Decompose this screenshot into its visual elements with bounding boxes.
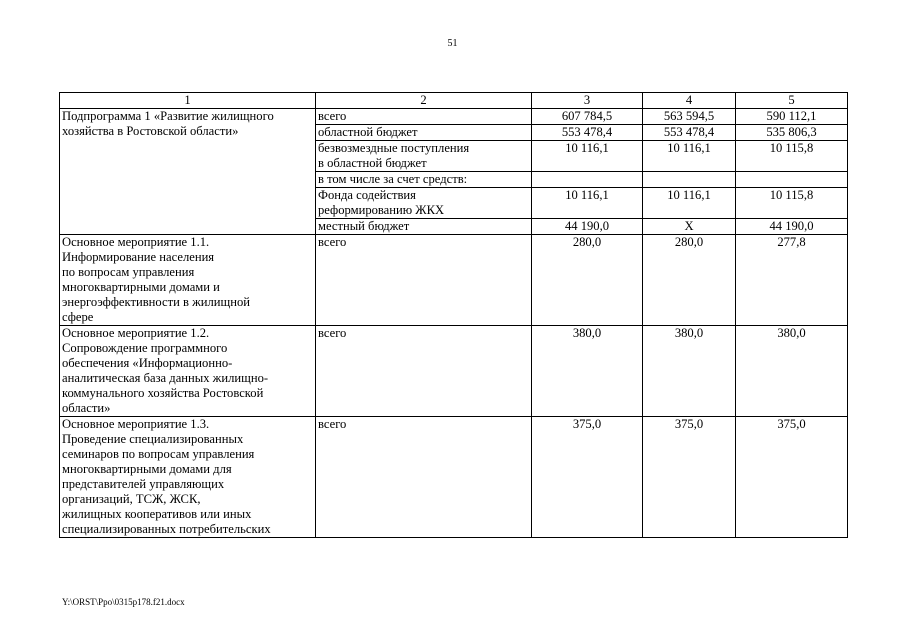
value-cell-col4: 563 594,5 <box>643 109 736 125</box>
program-name-line: области» <box>62 401 111 415</box>
value-cell-col5: 375,0 <box>736 417 848 538</box>
page-number: 51 <box>447 38 458 49</box>
value-cell-col3: 10 116,1 <box>532 188 643 219</box>
value-cell-col4: Х <box>643 219 736 235</box>
program-name-line: хозяйства в Ростовской области» <box>62 124 239 138</box>
value-cell-col5: 277,8 <box>736 235 848 326</box>
program-name-line: Основное мероприятие 1.2. <box>62 326 210 340</box>
program-name-line: организаций, ТСЖ, ЖСК, <box>62 492 201 506</box>
value-cell-col5: 535 806,3 <box>736 125 848 141</box>
value-cell-col3: 10 116,1 <box>532 141 643 172</box>
funding-source-cell: всего <box>316 235 532 326</box>
value-cell-col4: 10 116,1 <box>643 141 736 172</box>
program-name-cell <box>60 235 316 326</box>
funding-source-cell: местный бюджет <box>316 219 532 235</box>
column-header: 5 <box>736 93 848 109</box>
value-cell-col4: 10 116,1 <box>643 188 736 219</box>
program-name-line: обеспечения «Информационно- <box>62 356 233 370</box>
funding-source-cell: в том числе за счет средств: <box>316 172 532 188</box>
value-cell-col5: 590 112,1 <box>736 109 848 125</box>
value-cell-col5: 380,0 <box>736 326 848 417</box>
value-cell-col4: 375,0 <box>643 417 736 538</box>
program-name-line: энергоэффективности в жилищной <box>62 295 251 309</box>
program-name-line: Информирование населения <box>62 250 215 264</box>
program-name-line: Основное мероприятие 1.1. <box>62 235 210 249</box>
column-header: 3 <box>532 93 643 109</box>
funding-source-cell: Фонда содействия реформированию ЖКХ <box>316 188 532 219</box>
program-name-cell <box>60 109 316 235</box>
value-cell-col3: 553 478,4 <box>532 125 643 141</box>
value-cell-col4: 553 478,4 <box>643 125 736 141</box>
program-name-line: специализированных потребительских <box>62 522 271 536</box>
funding-source-cell: всего <box>316 417 532 538</box>
program-name-cell <box>60 326 316 417</box>
value-cell-col4: 280,0 <box>643 235 736 326</box>
table-row <box>60 417 848 538</box>
funding-source-cell: безвозмездные поступления в областной бюджет <box>316 141 532 172</box>
value-cell-col3: 375,0 <box>532 417 643 538</box>
program-name-line: семинаров по вопросам управления <box>62 447 255 461</box>
program-name-line: сфере <box>62 310 94 324</box>
column-header: 1 <box>60 93 316 109</box>
program-name-line: жилищных кооперативов или иных <box>62 507 252 521</box>
program-name-line: Подпрограмма 1 «Развитие жилищного <box>62 109 274 123</box>
funding-source-cell: всего <box>316 109 532 125</box>
value-cell-col3: 607 784,5 <box>532 109 643 125</box>
funding-source-cell: всего <box>316 326 532 417</box>
value-cell-col5: 10 115,8 <box>736 141 848 172</box>
document-file-path: Y:\ORST\Ppo\0315p178.f21.docx <box>62 597 185 607</box>
value-cell-col5 <box>736 172 848 188</box>
value-cell-col4: 380,0 <box>643 326 736 417</box>
program-name-line: аналитическая база данных жилищно- <box>62 371 269 385</box>
table-row <box>60 109 848 125</box>
program-name-line: многоквартирными домами для <box>62 462 232 476</box>
program-name-line: Сопровождение программного <box>62 341 228 355</box>
funding-source-cell: областной бюджет <box>316 125 532 141</box>
budget-table <box>59 92 848 538</box>
column-header: 4 <box>643 93 736 109</box>
program-name-line: Основное мероприятие 1.3. <box>62 417 210 431</box>
value-cell-col3 <box>532 172 643 188</box>
value-cell-col3: 44 190,0 <box>532 219 643 235</box>
value-cell-col4 <box>643 172 736 188</box>
program-name-line: по вопросам управления <box>62 265 195 279</box>
program-name-cell <box>60 417 316 538</box>
value-cell-col5: 10 115,8 <box>736 188 848 219</box>
value-cell-col3: 280,0 <box>532 235 643 326</box>
column-header: 2 <box>316 93 532 109</box>
value-cell-col5: 44 190,0 <box>736 219 848 235</box>
program-name-line: коммунального хозяйства Ростовской <box>62 386 264 400</box>
table-row <box>60 326 848 417</box>
program-name-line: представителей управляющих <box>62 477 225 491</box>
program-name-line: Проведение специализированных <box>62 432 244 446</box>
program-name-line: многоквартирными домами и <box>62 280 220 294</box>
table-header-row <box>60 93 848 109</box>
table-row <box>60 235 848 326</box>
value-cell-col3: 380,0 <box>532 326 643 417</box>
